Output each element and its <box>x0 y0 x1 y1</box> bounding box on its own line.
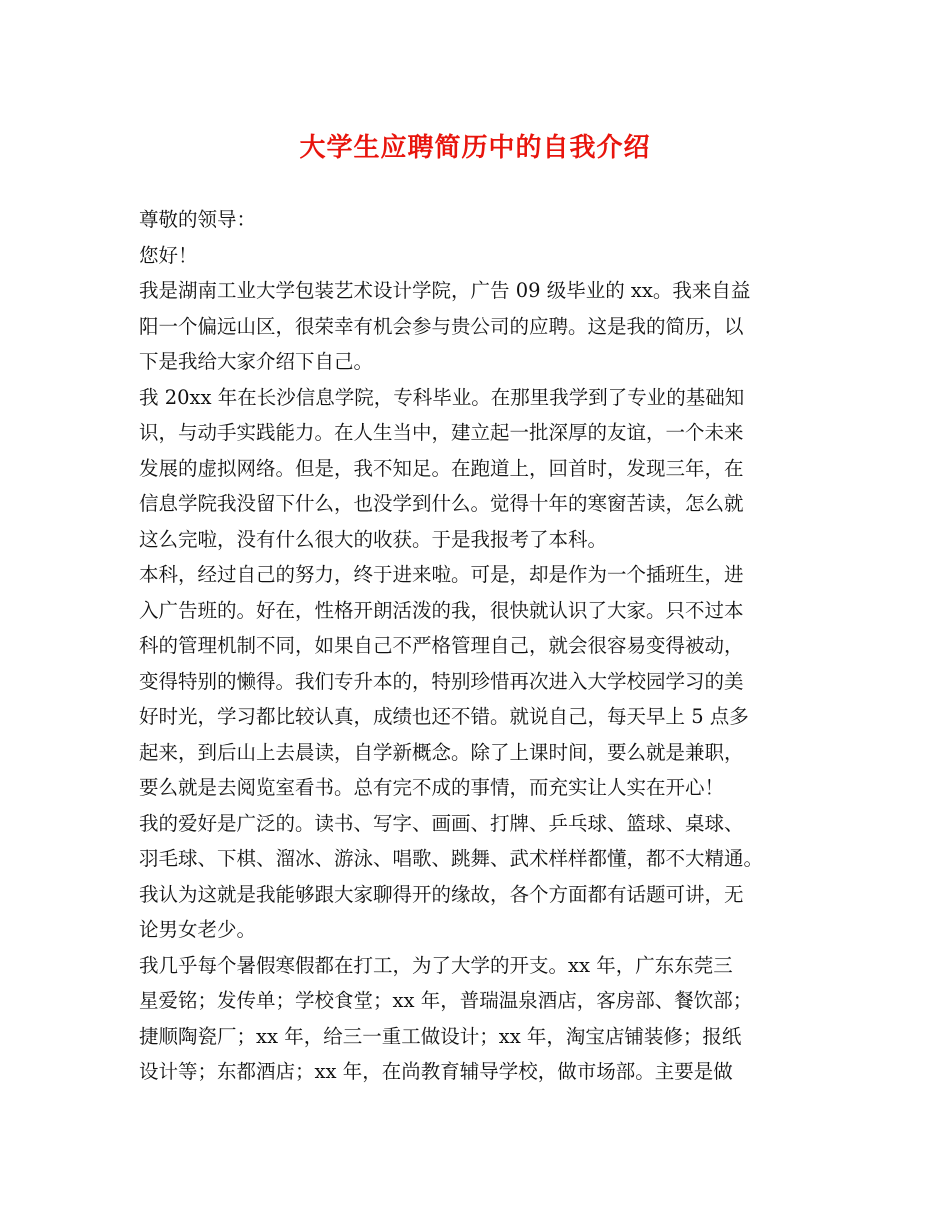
document-title: 大学生应聘简历中的自我介绍 <box>299 133 651 163</box>
body-line: 我的爱好是广泛的。读书、写字、画画、打牌、乒乓球、篮球、桌球、 <box>139 811 744 835</box>
body-line: 变得特别的懒得。我们专升本的，特别珍惜再次进入大学校园学习的美 <box>139 669 744 693</box>
document-body <box>139 202 829 1090</box>
body-line: 下是我给大家介绍下自己。 <box>139 350 374 373</box>
body-line: 发展的虚拟网络。但是，我不知足。在跑道上，回首时，发现三年，在 <box>139 456 744 480</box>
body-line: 羽毛球、下棋、溜冰、游泳、唱歌、跳舞、武术样样都懂，都不大精通。 <box>139 847 764 870</box>
body-line: 我是湖南工业大学包装艺术设计学院，广告 09 级毕业的 xx。我来自益 <box>139 279 751 302</box>
body-line: 我几乎每个暑假寒假都在打工，为了大学的开支。xx 年，广东东莞三 <box>139 953 733 977</box>
body-line: 尊敬的领导： <box>139 208 257 231</box>
body-line: 我 20xx 年在长沙信息学院，专科毕业。在那里我学到了专业的基础知 <box>139 385 745 409</box>
body-line: 要么就是去阅览室看书。总有完不成的事情，而充实让人实在开心！ <box>139 776 725 799</box>
body-line: 我认为这就是我能够跟大家聊得开的缘故，各个方面都有话题可讲，无 <box>139 882 744 906</box>
body-line: 设计等；东都酒店；xx 年，在尚教育辅导学校，做市场部。主要是做 <box>139 1060 733 1083</box>
body-line: 本科，经过自己的努力，终于进来啦。可是，却是作为一个插班生，进 <box>139 563 744 586</box>
body-line: 论男女老少。 <box>139 918 257 941</box>
body-line: 信息学院我没留下什么，也没学到什么。觉得十年的寒窗苦读，怎么就 <box>139 492 744 515</box>
body-line: 您好！ <box>139 243 198 267</box>
body-line: 入广告班的。好在，性格开朗活泼的我，很快就认识了大家。只不过本 <box>139 598 744 622</box>
body-line: 捷顺陶瓷厂；xx 年，给三一重工做设计；xx 年，淘宝店铺装修；报纸 <box>139 1024 742 1048</box>
body-line: 识，与动手实践能力。在人生当中，建立起一批深厚的友谊，一个未来 <box>139 421 744 444</box>
body-line: 星爱铭；发传单；学校食堂；xx 年，普瑞温泉酒店，客房部、餐饮部； <box>139 989 753 1012</box>
body-line: 科的管理机制不同，如果自己不严格管理自己，就会很容易变得被动， <box>139 634 744 657</box>
body-line: 好时光，学习都比较认真，成绩也还不错。就说自己，每天早上 5 点多 <box>139 705 749 728</box>
body-line: 这么完啦，没有什么很大的收获。于是我报考了本科。 <box>139 527 608 551</box>
body-line: 阳一个偏远山区，很荣幸有机会参与贵公司的应聘。这是我的简历，以 <box>139 314 744 338</box>
body-line: 起来，到后山上去晨读，自学新概念。除了上课时间，要么就是兼职， <box>139 740 744 764</box>
